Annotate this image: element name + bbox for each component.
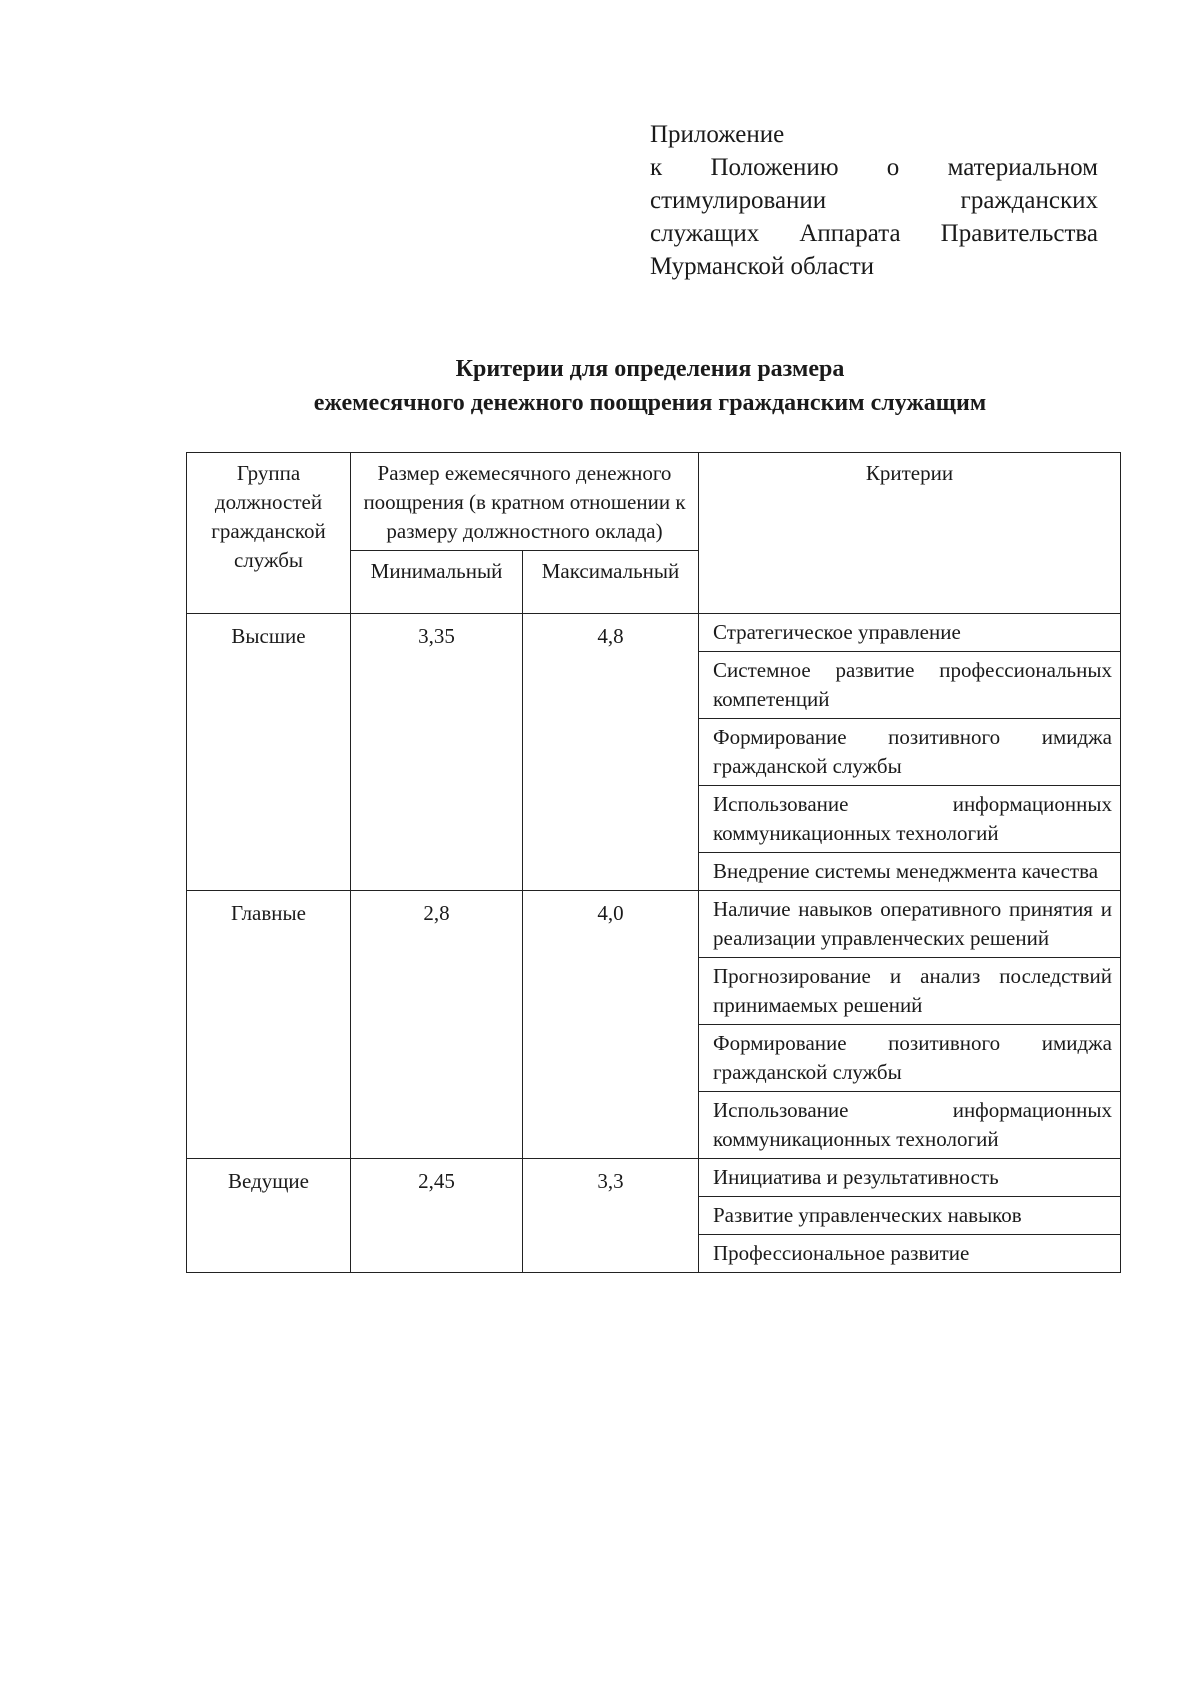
header-min: Минимальный <box>351 551 523 614</box>
title-line: Критерии для определения размера <box>455 356 845 382</box>
appendix-line: Приложение <box>650 121 785 148</box>
criteria-cell: Стратегическое управление <box>699 614 1121 652</box>
criteria-cell: Развитие управленческих навыков <box>699 1197 1121 1235</box>
table-row <box>187 891 1121 958</box>
min-cell: 2,8 <box>351 891 523 1159</box>
criteria-cell: Наличие навыков оперативного принятия и реализации управленческих решений <box>699 891 1121 958</box>
criteria-cell: Инициатива и результативность <box>699 1159 1121 1197</box>
title-line: ежемесячного денежного поощрения гражданским служащим <box>313 390 987 416</box>
group-cell: Главные <box>187 891 351 1159</box>
criteria-cell: Формирование позитивного имиджа гражданской службы <box>699 719 1121 786</box>
table-header <box>187 453 1121 614</box>
appendix-line: к Положению о материальном <box>650 154 1098 181</box>
max-cell: 4,8 <box>523 614 699 891</box>
criteria-cell: Использование информационных коммуникационных технологий <box>699 786 1121 853</box>
appendix-line: Мурманской области <box>650 253 875 280</box>
criteria-cell: Профессиональное развитие <box>699 1235 1121 1273</box>
group-cell: Высшие <box>187 614 351 891</box>
min-cell: 3,35 <box>351 614 523 891</box>
table-body <box>187 614 1121 1273</box>
header-criteria: Критерии <box>699 453 1121 614</box>
header-size: Размер ежемесячного денежного поощрения (в кратном отношении к размеру должностного оклада) <box>351 453 699 551</box>
max-cell: 3,3 <box>523 1159 699 1273</box>
criteria-table <box>186 452 1121 1273</box>
criteria-cell: Внедрение системы менеджмента качества <box>699 853 1121 891</box>
appendix-line: стимулировании гражданских <box>650 187 1098 214</box>
criteria-cell: Прогнозирование и анализ последствий принимаемых решений <box>699 958 1121 1025</box>
table-row <box>187 1159 1121 1197</box>
appendix-note <box>650 118 1098 283</box>
min-cell: 2,45 <box>351 1159 523 1273</box>
criteria-cell: Использование информационных коммуникационных технологий <box>699 1092 1121 1159</box>
criteria-cell: Формирование позитивного имиджа гражданской службы <box>699 1025 1121 1092</box>
header-group: Группа должностей гражданской службы <box>187 453 351 614</box>
group-cell: Ведущие <box>187 1159 351 1273</box>
header-max: Максимальный <box>523 551 699 614</box>
document-title <box>200 352 1100 420</box>
criteria-cell: Системное развитие профессиональных компетенций <box>699 652 1121 719</box>
max-cell: 4,0 <box>523 891 699 1159</box>
table-row <box>187 614 1121 652</box>
appendix-line: служащих Аппарата Правительства <box>650 220 1098 247</box>
